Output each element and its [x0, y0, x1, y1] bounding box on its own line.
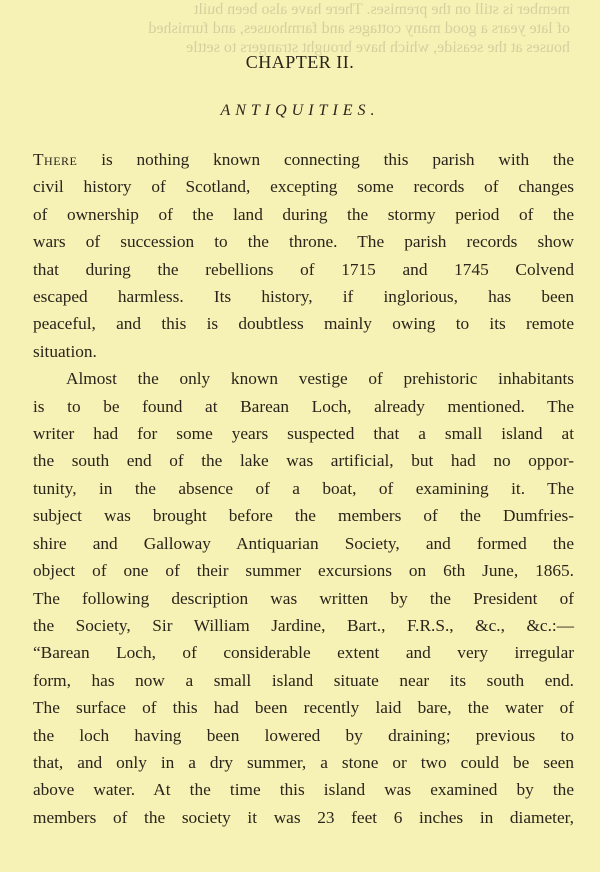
bleed-line: of late years a good many cottages and farmhouses, and furnished — [148, 20, 570, 37]
text-line: shire and Galloway Antiquarian Society, and formed the — [33, 533, 574, 553]
text-line: civil history of Scotland, excepting some records of changes — [33, 177, 574, 197]
text-line: tunity, in the absence of a boat, of examining it. The — [33, 478, 574, 498]
text-line: Almost the only known vestige of prehistoric inhabitants — [66, 369, 574, 389]
chapter-heading: CHAPTER II. — [245, 52, 355, 72]
bleed-through-text — [30, 0, 570, 56]
text-line: wars of succession to the throne. The parish records show — [33, 232, 574, 252]
text-line: that during the rebellions of 1715 and 1745 Colvend — [33, 259, 574, 279]
text-line: members of the society it was 23 feet 6 inches in diameter, — [33, 807, 574, 827]
body-text — [33, 146, 574, 831]
text-line: The following description was written by the President of — [33, 588, 574, 608]
section-heading: ANTIQUITIES. — [220, 102, 380, 119]
drop-word: There — [33, 150, 78, 169]
text-line: that, and only in a dry summer, a stone or two could be seen — [33, 752, 574, 772]
text-line: situation. — [33, 341, 97, 361]
text-line: There is nothing known connecting this parish with the — [33, 150, 574, 169]
text-line: the south end of the lake was artificial, but had no oppor- — [33, 451, 574, 471]
text-line: peaceful, and this is doubtless mainly owing to its remote — [33, 314, 574, 334]
paragraph-1 — [33, 146, 574, 365]
text-line: form, has now a small island situate near its south end. — [33, 670, 574, 690]
text-line: The surface of this had been recently laid bare, the water of — [33, 698, 574, 718]
paragraph-2 — [33, 365, 574, 831]
text-line: of ownership of the land during the stormy period of the — [33, 204, 574, 224]
text-line: is to be found at Barean Loch, already mentioned. The — [33, 396, 574, 416]
text-line: the Society, Sir William Jardine, Bart., F.R.S., &c., &c.:— — [33, 615, 574, 635]
text-line: “Barean Loch, of considerable extent and very irregular — [33, 643, 574, 663]
text-line: above water. At the time this island was examined by the — [33, 780, 574, 800]
text-line: the loch having been lowered by draining; previous to — [33, 725, 574, 745]
bleed-line: member is still on the premises. There have also been built — [193, 1, 570, 18]
bleed-line: houses at the seaside, which have brought strangers to settle — [186, 39, 570, 56]
text-line: object of one of their summer excursions on 6th June, 1865. — [33, 561, 574, 581]
text-line: subject was brought before the members of the Dumfries- — [33, 506, 574, 526]
text-line: escaped harmless. Its history, if inglorious, has been — [33, 287, 574, 307]
text-line: writer had for some years suspected that a small island at — [33, 424, 574, 444]
